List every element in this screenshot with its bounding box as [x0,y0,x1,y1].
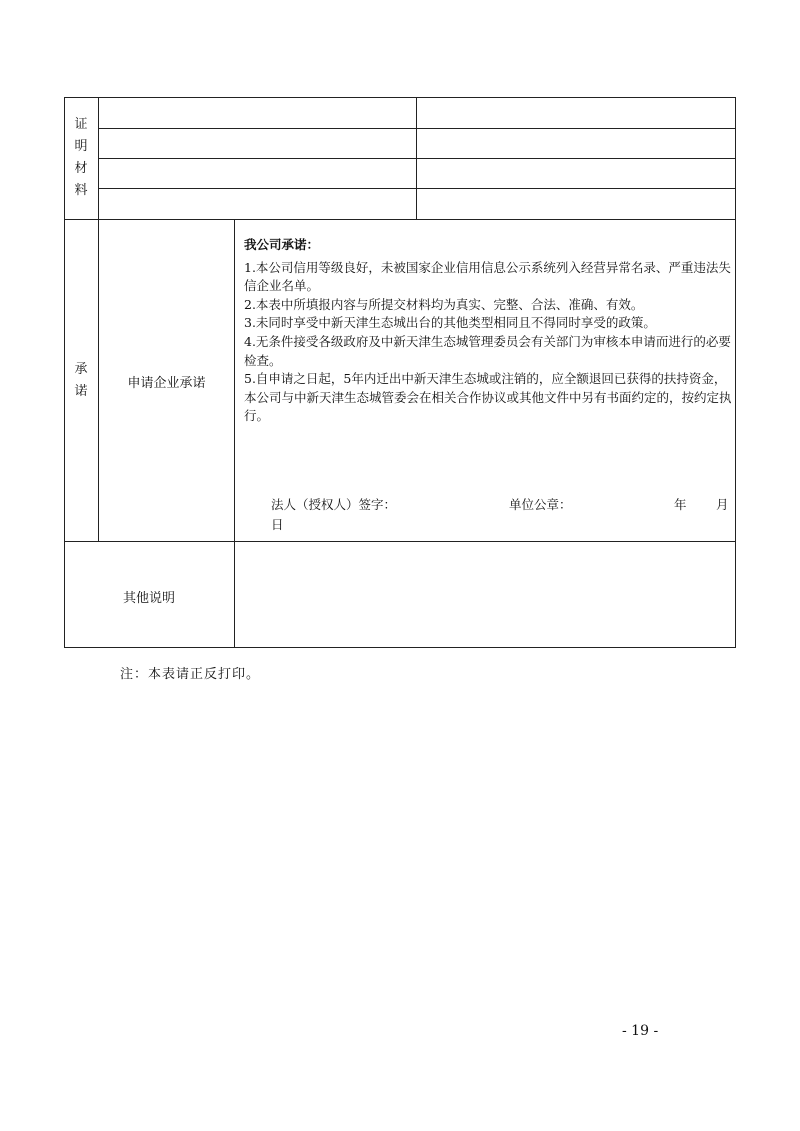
materials-cell-left-4[interactable] [100,190,414,218]
pledge-item-3: 3.未同时享受中新天津生态城出台的其他类型相同且不得同时享受的政策。 [244,315,656,331]
pledge-title: 我公司承诺： [244,237,320,252]
table-border-top [64,97,736,98]
materials-cell-right-4[interactable] [418,190,734,218]
print-note: 注：本表请正反打印。 [120,667,261,682]
materials-row-divider-1 [98,128,736,129]
seal-label: 单位公章： [509,497,572,512]
materials-cell-right-3[interactable] [418,160,734,187]
pledge-item-1: 1.本公司信用等级良好，未被国家企业信用信息公示系统列入经营异常名录、严重违法失信企业名单。 [244,259,731,294]
materials-label-char: 材 [74,161,88,176]
other-notes-field[interactable] [236,543,734,646]
signature-label: 法人（授权人）签字： [271,497,397,512]
year-label: 年 [674,497,687,512]
pledge-content-divider [234,219,235,647]
materials-cell-right-2[interactable] [418,130,734,157]
pledge-text [244,236,732,426]
materials-label-char: 证 [74,117,88,132]
label-column-divider [98,97,99,541]
day-label: 日 [271,517,284,532]
materials-row-divider-2 [98,158,736,159]
pledge-item-5: 5.自申请之日起，5年内迁出中新天津生态城或注销的，应全额退回已获得的扶持资金，本公司与中新天津生态城管委会在相关合作协议或其他文件中另有书面约定的，按约定执行。 [244,371,732,424]
page-number: - 19 - [622,1023,659,1039]
pledge-section-label [64,359,98,403]
materials-row-divider-3 [98,188,736,189]
pledge-label-char: 诺 [74,384,88,399]
month-label: 月 [716,497,729,512]
materials-section-label [64,114,98,202]
other-notes-label: 其他说明 [122,591,175,606]
materials-cell-left-1[interactable] [100,99,414,127]
materials-label-char: 明 [74,139,88,154]
materials-cell-right-1[interactable] [418,99,734,127]
pledge-item-4: 4.无条件接受各级政府及中新天津生态城管理委员会有关部门为审核本申请而进行的必要检查。 [244,333,731,368]
table-border-right [735,97,736,647]
section-divider-2 [64,541,736,542]
section-divider-1 [64,219,736,220]
materials-column-divider [416,97,417,219]
materials-cell-left-2[interactable] [100,130,414,157]
pledge-label-char: 承 [74,362,88,377]
table-border-bottom [64,647,736,648]
materials-label-char: 料 [74,183,88,198]
pledge-item-2: 2.本表中所填报内容与所提交材料均为真实、完整、合法、准确、有效。 [244,296,644,312]
pledge-sub-label: 申请企业承诺 [127,376,206,391]
materials-cell-left-3[interactable] [100,160,414,187]
